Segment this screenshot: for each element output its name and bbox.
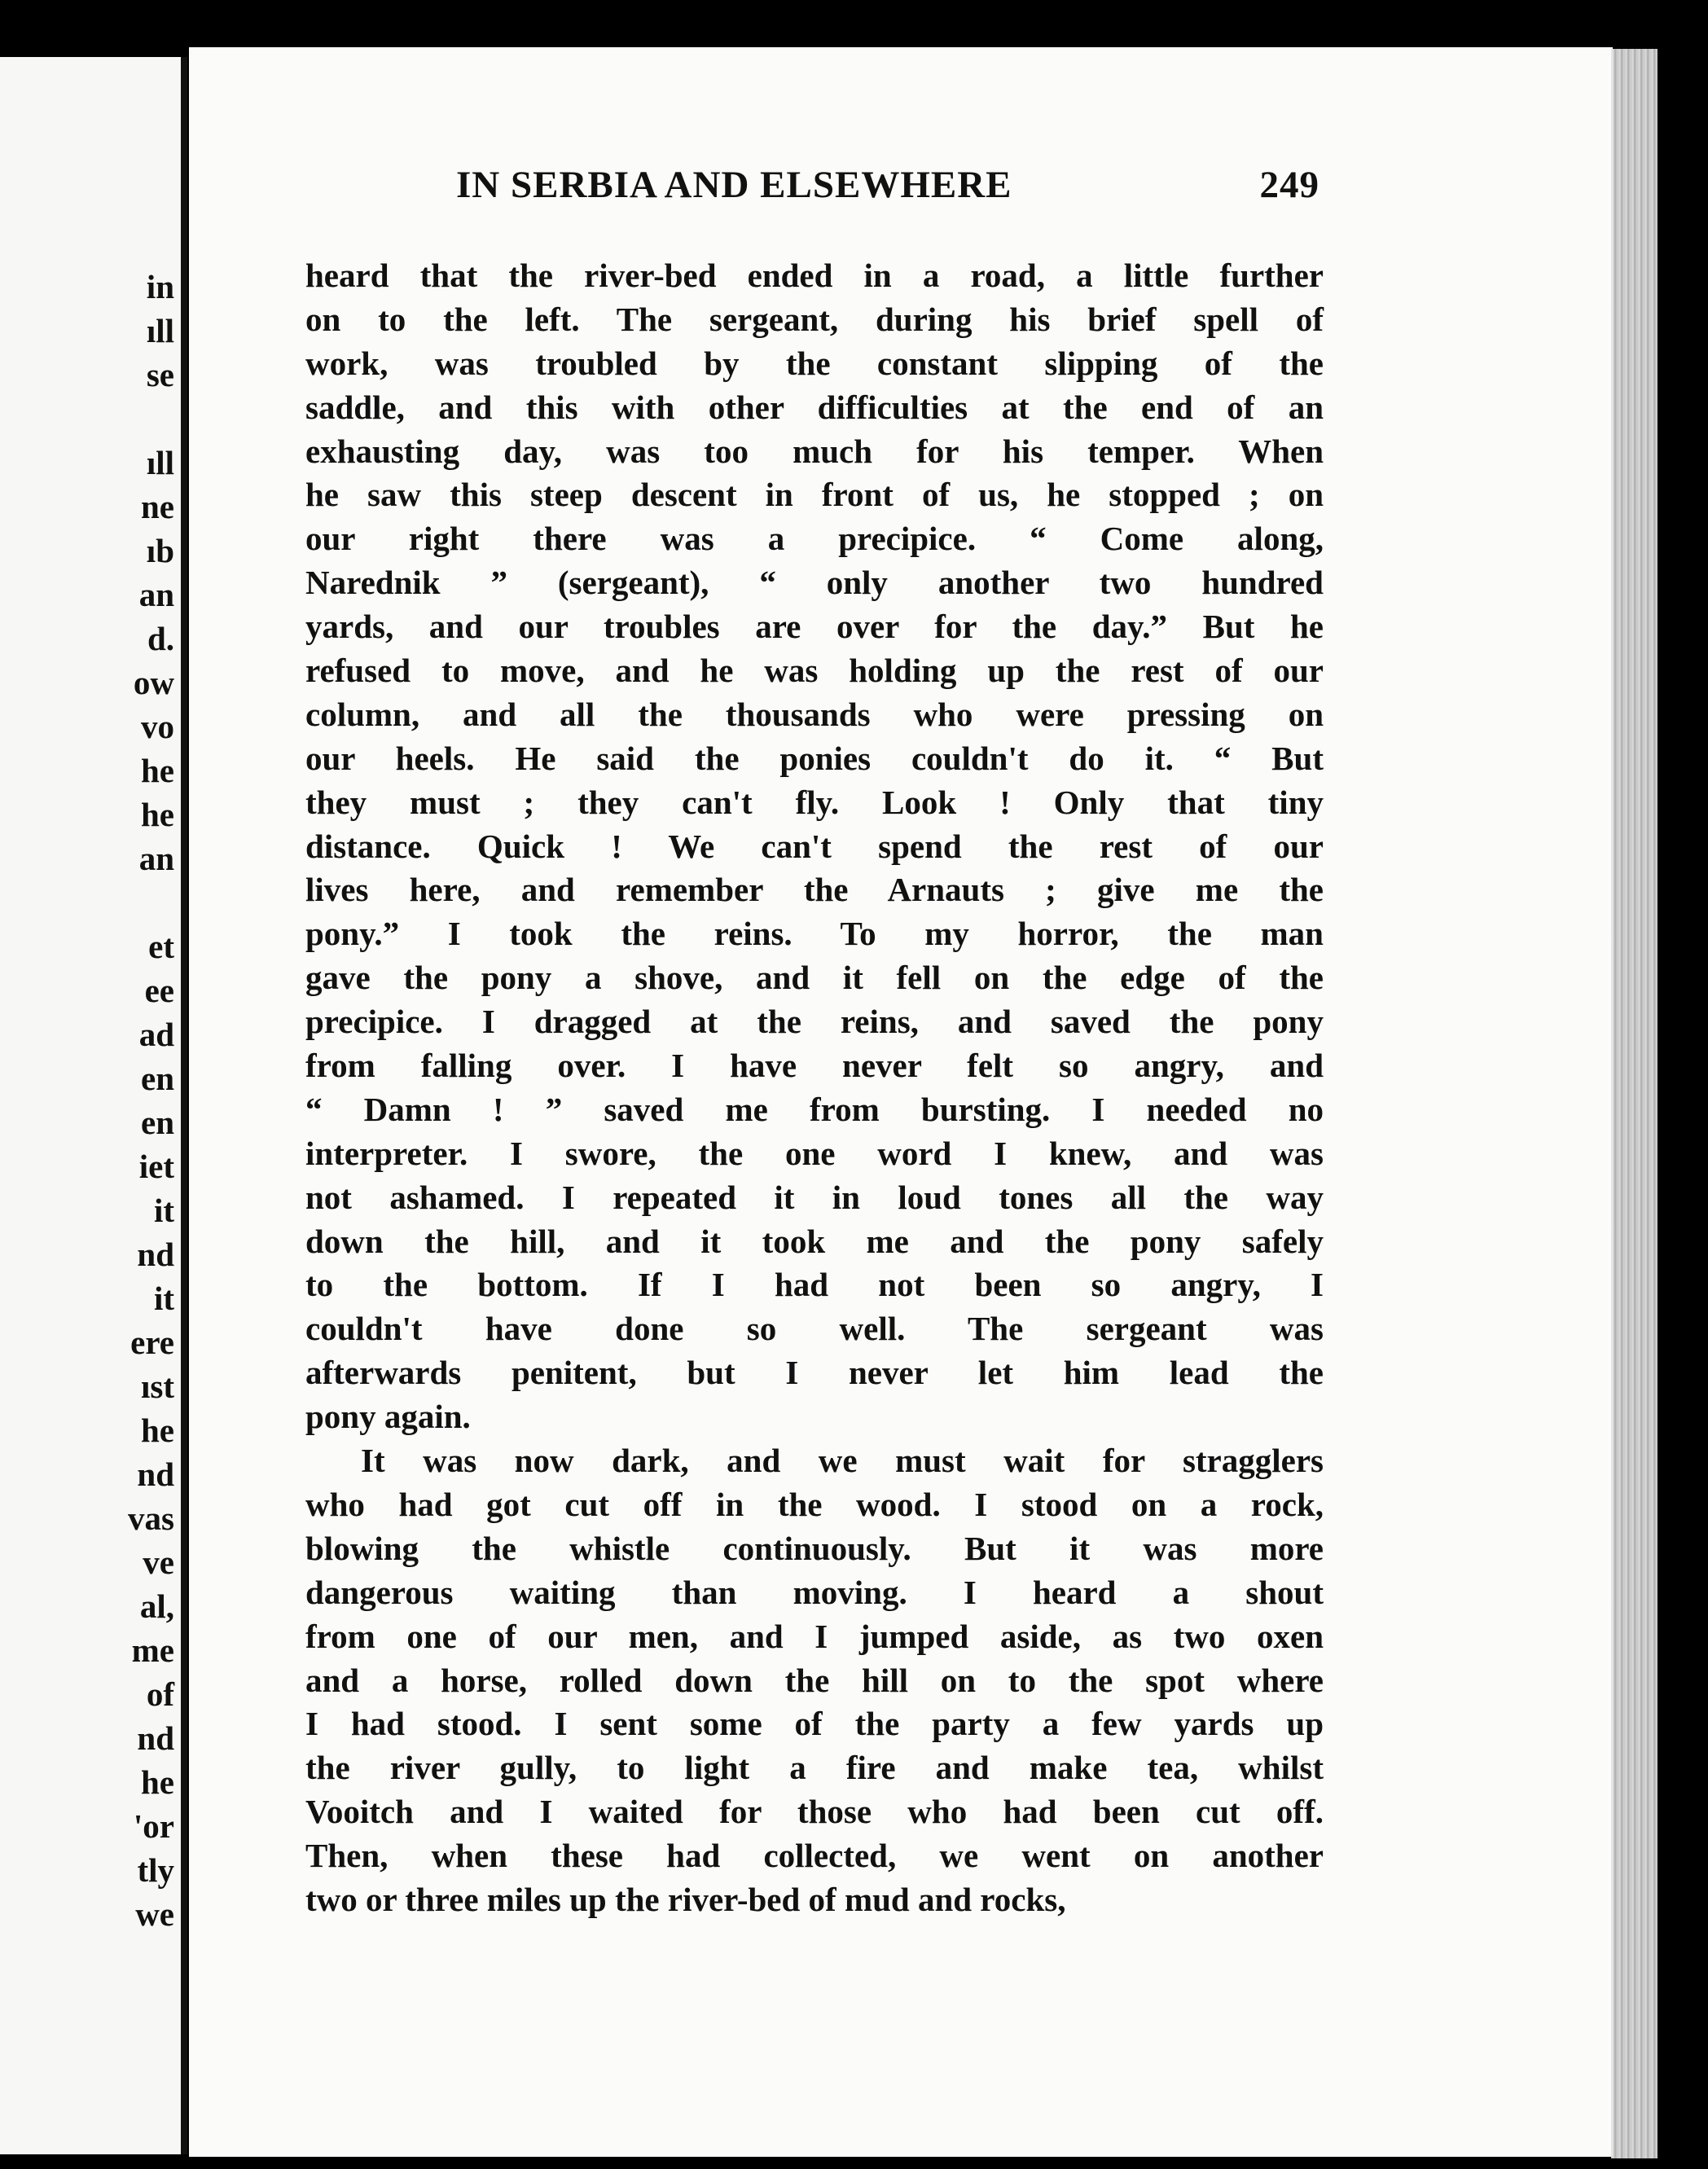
text-line: exhausting day, was too much for his temper. When xyxy=(305,432,1324,470)
text-line: on to the left. The sergeant, during his brief spell of xyxy=(305,300,1324,338)
text-line: afterwards penitent, but I never let him lead the xyxy=(305,1354,1324,1392)
text-line: refused to move, and he was holding up the rest of our xyxy=(305,652,1324,690)
text-line: gave the pony a shove, and it fell on the edge of the xyxy=(305,959,1324,997)
left-page-fragment: ıst xyxy=(141,1368,174,1405)
page-number: 249 xyxy=(1259,164,1319,206)
text-line: they must ; they can't fly. Look ! Only that tiny xyxy=(305,783,1324,821)
left-page-fragment: se xyxy=(146,356,174,393)
text-line: saddle, and this with other difficulties at the end of an xyxy=(305,388,1324,426)
scan-border-right xyxy=(1658,33,1708,2169)
text-line: couldn't have done so well. The sergeant was xyxy=(305,1310,1324,1348)
text-line: to the bottom. If I had not been so angry, I xyxy=(305,1266,1324,1304)
text-line: down the hill, and it took me and the pony safely xyxy=(305,1222,1324,1260)
text-line: Then, when these had collected, we went on another xyxy=(305,1837,1324,1875)
text-line: distance. Quick ! We can't spend the rest of our xyxy=(305,827,1324,865)
left-page-fragment xyxy=(128,397,174,441)
text-line: who had got cut off in the wood. I stood on a rock, xyxy=(305,1485,1324,1523)
left-page-fragment: iet xyxy=(138,1148,174,1185)
text-line: our right there was a precipice. “ Come along, xyxy=(305,520,1324,558)
left-page-fragment: it xyxy=(153,1192,174,1229)
left-facing-page xyxy=(0,57,181,2154)
left-page-fragment xyxy=(128,880,174,924)
text-line: dangerous waiting than moving. I heard a shout xyxy=(305,1573,1324,1611)
left-page-fragment: vo xyxy=(141,708,174,745)
text-line: precipice. I dragged at the reins, and saved the pony xyxy=(305,1003,1324,1041)
text-line: Narednik ” (sergeant), “ only another two hundred xyxy=(305,564,1324,602)
text-line: interpreter. I swore, the one word I knew, and was xyxy=(305,1134,1324,1172)
text-line: not ashamed. I repeated it in loud tones all the way xyxy=(305,1178,1324,1216)
left-page-fragment: ne xyxy=(141,488,174,525)
left-page-fragment: et xyxy=(148,928,174,965)
left-page-fragment: ıll xyxy=(146,312,174,349)
text-line: two or three miles up the river-bed of mud and rocks, xyxy=(305,1880,1066,1918)
text-line: I had stood. I sent some of the party a few yards up xyxy=(305,1705,1324,1743)
text-line: the river gully, to light a fire and make tea, whilst xyxy=(305,1749,1324,1787)
page-edges xyxy=(1611,49,1660,2158)
text-line: yards, and our troubles are over for the day.” But he xyxy=(305,608,1324,646)
left-page-fragment: ıll xyxy=(146,444,174,481)
left-page-fragment: en xyxy=(141,1104,174,1141)
text-line: from one of our men, and I jumped aside, as two oxen xyxy=(305,1617,1324,1655)
left-page-fragment: an xyxy=(138,576,174,613)
left-page-fragment: ee xyxy=(144,972,174,1009)
text-line: pony again. xyxy=(305,1398,471,1436)
left-page-fragment: en xyxy=(141,1060,174,1097)
left-page-fragment: ere xyxy=(130,1324,174,1361)
text-line: blowing the whistle continuously. But it was more xyxy=(305,1529,1324,1567)
left-page-fragment: ow xyxy=(133,664,174,701)
left-page-fragment: in xyxy=(146,268,174,305)
left-page-fragment: he xyxy=(141,796,174,833)
left-page-text-fragments xyxy=(128,265,174,1936)
text-line: from falling over. I have never felt so angry, and xyxy=(305,1047,1324,1085)
left-page-fragment: ıb xyxy=(146,532,174,569)
left-page-fragment: nd xyxy=(137,1456,174,1493)
text-line: lives here, and remember the Arnauts ; give me the xyxy=(305,871,1324,909)
left-page-fragment: he xyxy=(141,1412,174,1449)
text-line: pony.” I took the reins. To my horror, the man xyxy=(305,915,1324,953)
left-page-fragment: nd xyxy=(137,1719,174,1757)
left-page-fragment: an xyxy=(138,840,174,877)
body-text xyxy=(305,254,1324,1922)
left-page-fragment: he xyxy=(141,752,174,789)
left-page-fragment: he xyxy=(141,1763,174,1801)
left-page-fragment: 'or xyxy=(133,1807,174,1845)
left-page-fragment: al, xyxy=(139,1587,174,1625)
left-page-fragment: me xyxy=(131,1631,174,1669)
left-page-fragment: of xyxy=(146,1675,174,1713)
text-line: work, was troubled by the constant slipping of the xyxy=(305,344,1324,382)
left-page-fragment: nd xyxy=(137,1236,174,1273)
left-page-fragment: ad xyxy=(138,1016,174,1053)
left-page-fragment: we xyxy=(135,1895,174,1933)
book-gutter xyxy=(181,57,187,2154)
text-line: heard that the river-bed ended in a road, a little further xyxy=(305,257,1324,294)
text-line: he saw this steep descent in front of us, he stopped ; on xyxy=(305,476,1324,514)
text-line: column, and all the thousands who were pressing on xyxy=(305,695,1324,733)
left-page-fragment: vas xyxy=(128,1499,174,1537)
left-page-fragment: ve xyxy=(143,1543,174,1581)
left-page-fragment: d. xyxy=(147,620,174,657)
text-line: our heels. He said the ponies couldn't do it. “ But xyxy=(305,739,1324,777)
text-line: and a horse, rolled down the hill on to the spot where xyxy=(305,1661,1324,1699)
running-title: IN SERBIA AND ELSEWHERE xyxy=(456,164,1012,206)
text-line: It was now dark, and we must wait for stragglers xyxy=(361,1442,1324,1480)
text-line: “ Damn ! ” saved me from bursting. I needed no xyxy=(305,1090,1324,1128)
left-page-fragment: tly xyxy=(137,1851,174,1889)
left-page-fragment: it xyxy=(153,1280,174,1317)
text-line: Vooitch and I waited for those who had been cut off. xyxy=(305,1793,1324,1831)
